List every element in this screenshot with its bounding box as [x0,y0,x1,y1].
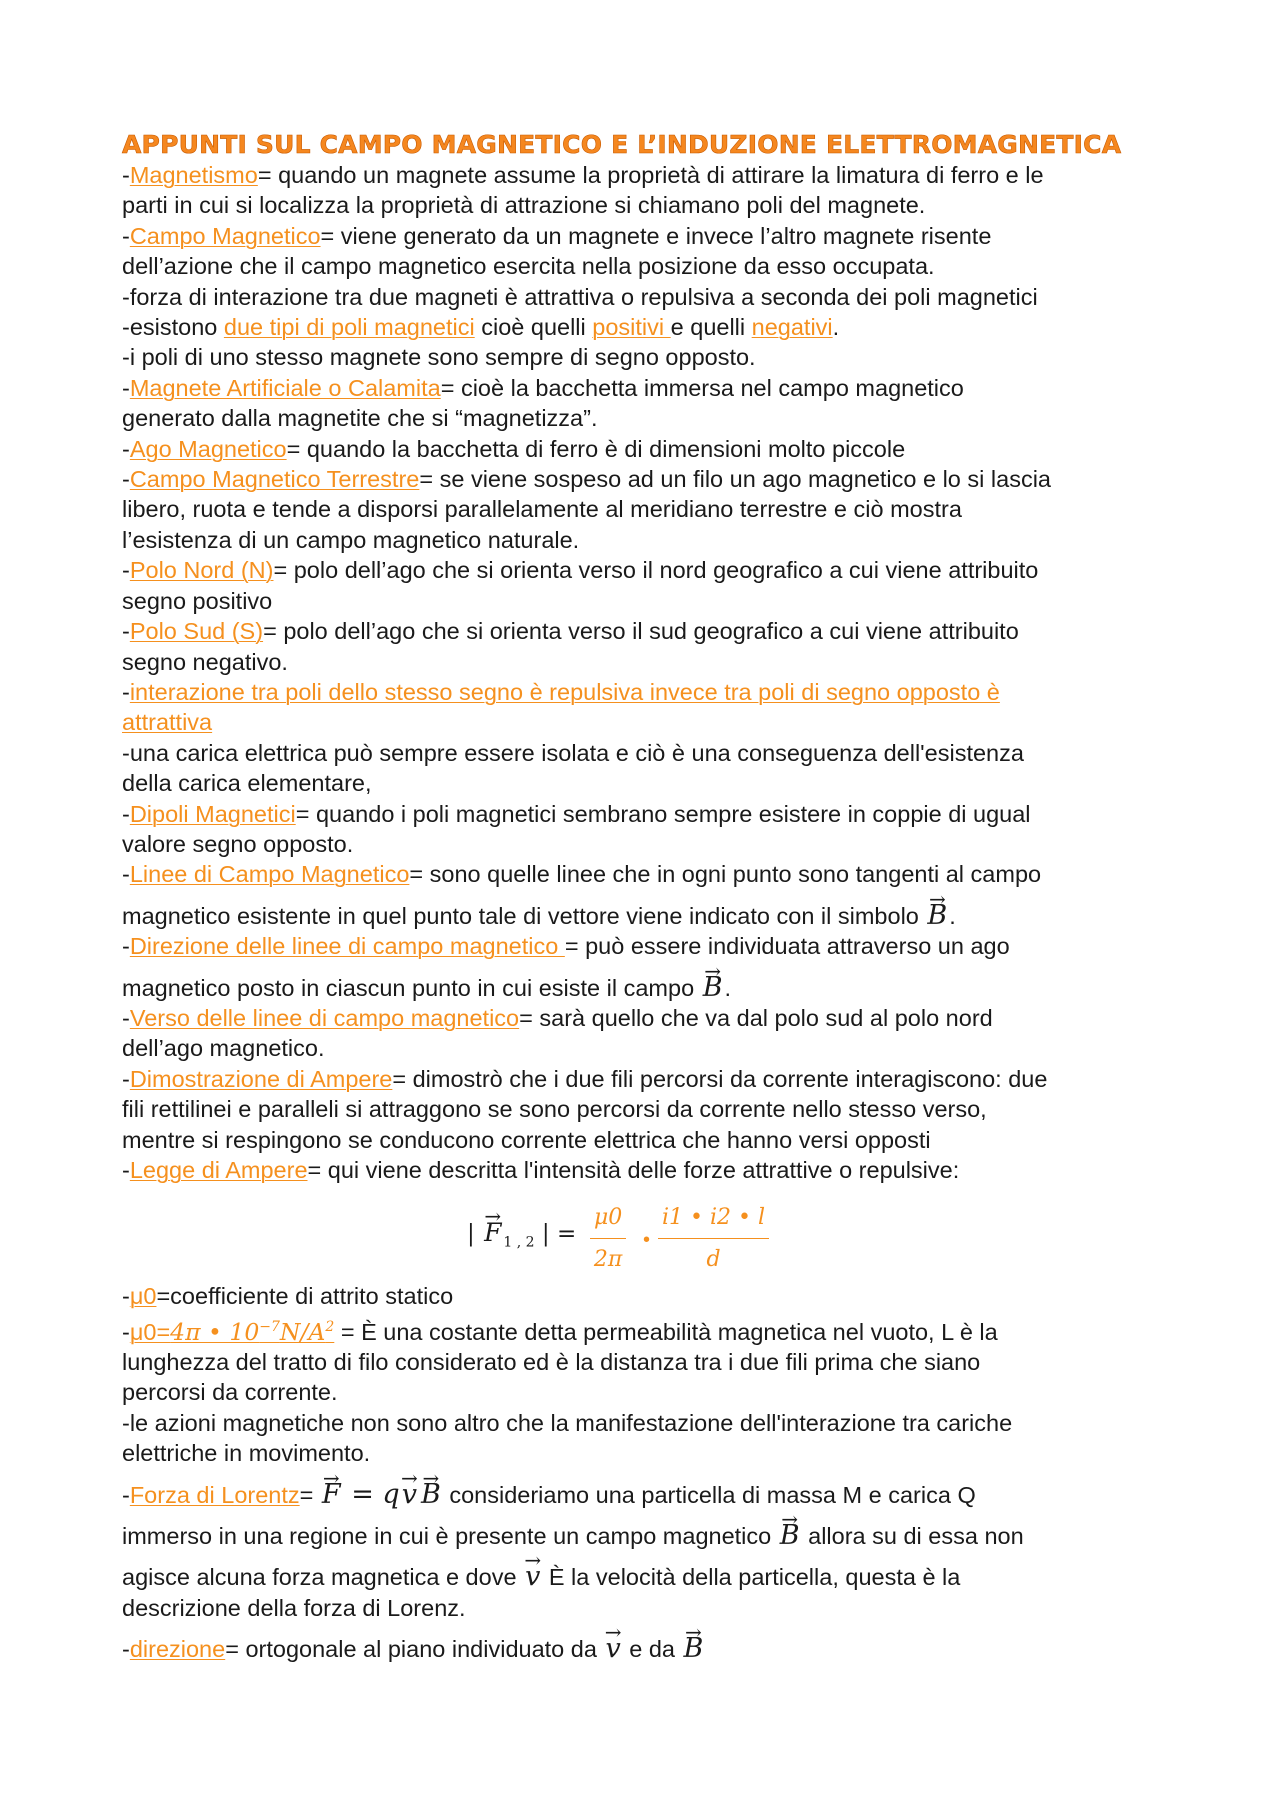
note-line [122,707,1182,737]
term-link[interactable]: Direzione delle linee di campo magnetico [129,933,565,960]
note-line: -una carica elettrica può sempre essere isolata e ciò è una conseguenza dell'esistenza [122,739,1024,766]
note-line: -μ0=4π • $10^{-7}N/A^2$ = È una costante detta permeabilità magnetica nel vuoto, L è la [122,1317,998,1346]
ampere-formula [122,1191,1182,1277]
note-line: -Dipoli Magnetici= quando i poli magnetici sembrano sempre esistere in coppie di ugual [122,800,1031,827]
vector-B-symbol: → B [419,1481,443,1509]
note-line: elettriche in movimento. [122,1440,371,1467]
note-line: agisce alcuna forza magnetica e dove → v È la velocità della particella, questa è la [122,1555,1182,1592]
note-line: percorsi da corrente. [122,1379,338,1406]
note-line: libero, ruota e tende a disporsi parallelamente al meridiano terrestre e ciò mostra [122,496,962,523]
vector-v-symbol: → v [400,1481,419,1509]
note-line: -Dimostrazione di Ampere= dimostrò che i due fili percorsi da corrente interagiscono: due [122,1065,1048,1092]
note-line: -direzione= ortogonale al piano individuato da → v e da → B [122,1627,1182,1664]
note-line: magnetico posto in ciascun punto in cui esiste il campo → B. [122,966,1182,1003]
note-line: descrizione della forza di Lorenz. [122,1594,466,1621]
note-line: segno positivo [122,587,273,614]
note-line: -Magnete Artificiale o Calamita= cioè la bacchetta immersa nel campo magnetico [122,374,964,401]
note-line: mentre si respingono se conducono corrente elettrica che hanno versi opposti [122,1126,931,1153]
note-line: -Campo Magnetico= viene generato da un magnete e invece l’altro magnete risente [122,222,992,249]
vector-v-symbol: → v [523,1563,542,1591]
note-line: -i poli di uno stesso magnete sono sempre di segno opposto. [122,344,756,371]
vector-B-symbol: → B [778,1522,802,1550]
note-line: dell’ago magnetico. [122,1035,325,1062]
vector-v-symbol: → v [603,1635,622,1663]
notes-page [122,128,1182,1665]
term-link[interactable]: due tipi di poli magnetici [223,314,475,341]
vector-F-symbol: → F [482,1219,503,1247]
term-link[interactable]: Dimostrazione di Ampere [129,1065,393,1092]
term-link[interactable]: μ0= [129,1318,171,1345]
note-line: -Polo Nord (N)= polo dell’ago che si orienta verso il nord geografico a cui viene attribuito [122,557,1039,584]
term-link[interactable]: negativi [751,314,833,341]
term-link[interactable]: Magnetismo [129,162,258,188]
note-line: -le azioni magnetiche non sono altro che la manifestazione dell'interazione tra cariche [122,1409,1013,1436]
term-link[interactable]: Polo Sud (S) [129,618,264,645]
note-line: -Linee di Campo Magnetico= sono quelle linee che in ogni punto sono tangenti al campo [122,861,1042,888]
vector-F-symbol: → F [320,1481,343,1509]
note-line: -Legge di Ampere= qui viene descritta l'intensità delle forze attrattive o repulsive: [122,1157,960,1183]
term-link[interactable]: Verso delle linee di campo magnetico [129,1004,520,1031]
term-link[interactable]: Legge di Ampere [129,1157,308,1183]
page-title: APPUNTI SUL CAMPO MAGNETICO E L’INDUZIONE ELETTROMAGNETICA [122,130,1122,159]
note-line: generato dalla magnetite che si “magnetizza”. [122,405,598,432]
term-link[interactable]: Polo Nord (N) [129,557,274,584]
vector-B-symbol: → B [925,902,949,930]
term-link[interactable]: μ0 [129,1283,157,1310]
note-line: l’esistenza di un campo magnetico naturale. [122,526,580,553]
note-line: -Direzione delle linee di campo magnetico = può essere individuata attraverso un ago [122,933,1010,960]
note-line: -forza di interazione tra due magneti è attrattiva o repulsiva a seconda dei poli magnetici [122,283,1038,310]
note-line: della carica elementare, [122,770,372,797]
multiply-dot: • [643,1229,651,1252]
term-link[interactable]: Dipoli Magnetici [129,800,296,827]
fraction-currents-over-d: $\frac{i1 • i2 • l}{d}$ [658,1203,769,1275]
note-line: -μ0=coefficiente di attrito statico [122,1283,454,1310]
term-link[interactable]: Campo Magnetico [129,222,321,249]
vector-B-symbol: → B [682,1635,706,1663]
term-link[interactable]: Forza di Lorentz [129,1481,300,1508]
note-line: -Verso delle linee di campo magnetico= sarà quello che va dal polo sud al polo nord [122,1004,993,1031]
note-line: parti in cui si localizza la proprietà di attrazione si chiamano poli del magnete. [122,192,926,219]
note-line: dell’azione che il campo magnetico esercita nella posizione da esso occupata. [122,253,935,280]
note-line: -Forza di Lorentz= → F = q→ v→ B consideriamo una particella di massa M e carica Q [122,1473,1182,1510]
note-line: -Ago Magnetico= quando la bacchetta di ferro è di dimensioni molto piccole [122,435,906,462]
term-link[interactable]: attrattiva [122,709,213,736]
term-link[interactable]: Linee di Campo Magnetico [129,861,410,888]
note-line: immerso in una regione in cui è presente un campo magnetico → B allora su di essa non [122,1514,1182,1551]
note-line: -esistono due tipi di poli magnetici cioè quelli positivi e quelli negativi. [122,314,840,341]
vector-B-symbol: → B [701,974,725,1002]
term-link[interactable]: direzione [129,1636,226,1663]
term-link[interactable]: Magnete Artificiale o Calamita [129,374,441,401]
note-line: lunghezza del tratto di filo considerato ed è la distanza tra i due fili prima che siano [122,1349,981,1376]
permeability-value[interactable]: 4π • $10^{-7}N/A^2$ [170,1317,335,1346]
term-link[interactable]: interazione tra poli dello stesso segno è repulsiva invece tra poli di segno opposto è [129,678,1000,705]
term-link[interactable]: Ago Magnetico [129,435,287,462]
note-line: valore segno opposto. [122,830,354,857]
note-line: -interazione tra poli dello stesso segno è repulsiva invece tra poli di segno opposto è [122,678,1000,705]
note-line: -Campo Magnetico Terrestre= se viene sospeso ad un filo un ago magnetico e lo si lascia [122,466,1051,493]
note-line: -Magnetismo= quando un magnete assume la proprietà di attirare la limatura di ferro e le [122,162,1044,188]
fraction-mu-over-2pi: $\frac{\mu 0}{2\pi}$ [590,1203,626,1275]
note-line: fili rettilinei e paralleli si attraggono se sono percorsi da corrente nello stesso verso, [122,1096,987,1123]
note-line: magnetico esistente in quel punto tale di vettore viene indicato con il simbolo → B. [122,894,1182,931]
formula-lhs: | → F $_{1 , 2}$ | = [467,1219,576,1258]
term-link[interactable]: Campo Magnetico Terrestre [129,466,420,493]
term-link[interactable]: positivi [592,314,671,341]
note-line: segno negativo. [122,648,288,675]
note-line: -Polo Sud (S)= polo dell’ago che si orienta verso il sud geografico a cui viene attribuito [122,618,1019,645]
